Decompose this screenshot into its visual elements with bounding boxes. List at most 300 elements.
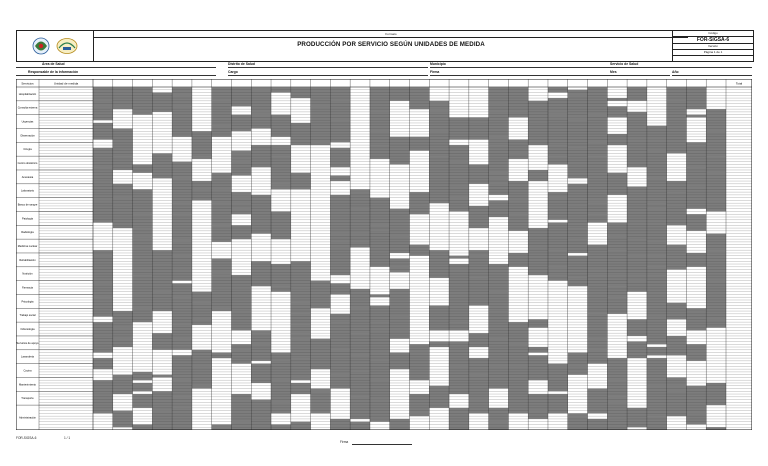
service-group-label: Laboratorio (20, 189, 35, 193)
shaded-cell-block (172, 87, 192, 95)
shaded-cell-block (370, 380, 390, 388)
shaded-cell-block (93, 106, 113, 120)
shaded-cell-block (251, 112, 271, 115)
shaded-cell-block (231, 195, 251, 198)
shaded-cell-block (370, 400, 390, 419)
shaded-cell-block (133, 170, 153, 173)
shaded-cell-block (410, 413, 430, 416)
shaded-cell-block (93, 87, 113, 101)
shaded-cell-block (568, 239, 588, 253)
shaded-cell-block (152, 153, 172, 178)
shaded-cell-block (686, 308, 706, 311)
shaded-cell-block (133, 294, 153, 308)
shaded-cell-block (588, 176, 608, 201)
shaded-cell-block (706, 131, 726, 156)
shaded-cell-block (528, 355, 548, 380)
shaded-cell-block (568, 278, 588, 286)
shaded-cell-block (647, 178, 667, 203)
shaded-cell-block (429, 306, 449, 331)
shaded-cell-block (489, 112, 509, 137)
shaded-cell-block (449, 256, 469, 259)
shaded-cell-block (410, 394, 430, 413)
header-servicios: Servicios (21, 81, 34, 86)
service-group-label: Farmacia (22, 286, 33, 290)
shaded-cell-block (231, 192, 251, 195)
shaded-cell-block (231, 422, 251, 430)
distrito-field[interactable] (228, 67, 428, 68)
shaded-cell-block (172, 355, 192, 380)
service-group-label: Medicina nuclear (17, 245, 38, 249)
shaded-cell-block (152, 411, 172, 430)
footer-page-note: 1 / 1 (64, 436, 71, 440)
code-box (672, 31, 753, 61)
header-unidad: Unidad de medida (53, 81, 79, 86)
shaded-cell-block (330, 350, 350, 375)
shaded-cell-block (588, 350, 608, 364)
service-group-label: Urgencias (21, 120, 34, 124)
shaded-cell-block (449, 198, 469, 212)
shaded-cell-block (133, 394, 153, 408)
shaded-cell-block (706, 176, 726, 201)
shaded-cell-block (370, 87, 390, 112)
firma-field[interactable] (430, 75, 610, 76)
shaded-cell-block (212, 272, 232, 275)
firma-label: Firma (430, 70, 440, 74)
service-group-label: Cirugía (23, 148, 32, 152)
service-group-label: Trabajo social (19, 314, 36, 318)
shaded-cell-block (172, 242, 192, 256)
shaded-cell-block (271, 184, 291, 187)
shaded-cell-block (686, 344, 706, 352)
production-grid-svg (16, 79, 752, 430)
shaded-cell-block (686, 167, 706, 186)
shaded-cell-block (172, 178, 192, 203)
shaded-cell-block (330, 314, 350, 322)
shaded-cell-block (370, 361, 390, 380)
shaded-cell-block (192, 386, 212, 389)
shaded-cell-block (212, 259, 232, 273)
shaded-cell-block (548, 364, 568, 367)
shaded-cell-block (350, 422, 370, 430)
shaded-cell-block (568, 413, 588, 416)
shaded-cell-block (271, 187, 291, 190)
shaded-cell-block (548, 394, 568, 413)
shaded-cell-block (647, 386, 667, 389)
shaded-cell-block (607, 223, 627, 237)
shaded-cell-block (686, 115, 706, 118)
shaded-cell-block (588, 314, 608, 339)
page-label: Página 1 de 1 (673, 50, 753, 56)
shaded-cell-block (647, 416, 667, 430)
shaded-cell-block (706, 319, 726, 327)
service-group-label: Odontología (20, 328, 35, 332)
area-field[interactable] (16, 67, 216, 68)
shaded-cell-block (528, 319, 548, 327)
shaded-cell-block (489, 408, 509, 422)
shaded-cell-block (627, 256, 647, 275)
shaded-cell-block (429, 112, 449, 131)
shaded-cell-block (113, 198, 133, 206)
form-header (16, 30, 754, 62)
shaded-cell-block (231, 87, 251, 106)
shaded-cell-block (271, 145, 291, 148)
shaded-cell-block (271, 115, 291, 134)
shaded-cell-block (311, 339, 331, 347)
shaded-cell-block (133, 189, 153, 214)
service-group-label: Radiología (21, 231, 34, 235)
shaded-cell-block (429, 109, 449, 112)
area-label: Área de Salud (42, 62, 65, 66)
service-group-label: Anestesia (21, 175, 34, 179)
shaded-cell-block (271, 134, 291, 137)
shaded-cell-block (212, 275, 232, 289)
shaded-cell-block (469, 164, 489, 183)
shaded-cell-block (588, 142, 608, 156)
shaded-cell-block (706, 250, 726, 253)
shaded-cell-block (152, 250, 172, 264)
shaded-cell-block (93, 394, 113, 413)
shaded-cell-block (330, 375, 350, 389)
shaded-cell-block (548, 267, 568, 270)
shaded-cell-block (231, 350, 251, 364)
shaded-cell-block (330, 87, 350, 101)
header-total: Total (735, 81, 743, 86)
cargo-field[interactable] (228, 75, 428, 76)
shaded-cell-block (192, 131, 212, 156)
shaded-cell-block (449, 270, 469, 295)
shaded-cell-block (429, 156, 449, 175)
shaded-cell-block (172, 134, 192, 137)
shaded-cell-block (607, 250, 627, 258)
shaded-cell-block (667, 128, 687, 153)
shaded-cell-block (212, 134, 232, 137)
shaded-cell-block (410, 206, 430, 214)
service-group-label: Servicios de apoyo (16, 341, 39, 345)
shaded-cell-block (607, 236, 627, 250)
shaded-cell-block (133, 383, 153, 386)
form-type-label: Formato (385, 32, 397, 36)
shaded-cell-block (291, 377, 311, 380)
shaded-cell-block (568, 416, 588, 430)
municipio-label: Municipio (430, 62, 446, 66)
shaded-cell-block (449, 322, 469, 330)
shaded-cell-block (271, 148, 291, 156)
shaded-cell-block (647, 267, 667, 275)
shaded-cell-block (251, 87, 271, 90)
version-label: Versión (673, 44, 753, 50)
shaded-cell-block (172, 214, 192, 239)
shaded-cell-block (667, 377, 687, 385)
shaded-cell-block (489, 292, 509, 311)
form-code: FOR-SIGSA-6 (673, 37, 753, 44)
shaded-cell-block (667, 391, 687, 416)
shaded-cell-block (311, 134, 331, 142)
shaded-cell-block (429, 101, 449, 104)
shaded-cell-block (133, 214, 153, 228)
service-group-label: Lavandería (21, 355, 34, 359)
shaded-cell-block (588, 245, 608, 259)
responsable-field[interactable] (16, 75, 216, 76)
shaded-cell-block (370, 322, 390, 330)
mes-field[interactable] (610, 75, 670, 76)
shaded-cell-block (647, 209, 667, 223)
shaded-cell-block (647, 242, 667, 256)
shaded-cell-block (330, 148, 350, 167)
shaded-cell-block (588, 294, 608, 313)
shaded-cell-block (370, 112, 390, 131)
footer-firma-label: Firma (340, 440, 349, 444)
shaded-cell-block (172, 325, 192, 339)
service-group-label: Rehabilitación (19, 258, 36, 262)
shaded-cell-block (251, 330, 271, 333)
shaded-cell-block (93, 380, 113, 394)
shaded-cell-block (588, 389, 608, 414)
shaded-cell-block (212, 87, 232, 101)
shaded-cell-block (508, 140, 528, 154)
shaded-cell-block (350, 234, 370, 242)
shaded-cell-block (212, 189, 232, 203)
shaded-cell-block (231, 162, 251, 176)
shaded-cell-block (350, 289, 370, 308)
shaded-cell-block (113, 156, 133, 170)
shaded-cell-block (627, 87, 647, 101)
shaded-cell-block (212, 308, 232, 311)
code-label: Código (673, 31, 753, 37)
shaded-cell-block (508, 87, 528, 112)
shaded-cell-block (390, 259, 410, 267)
shaded-cell-block (330, 234, 350, 242)
shaded-cell-block (706, 173, 726, 176)
service-group-label: Banco de sangre (17, 203, 38, 207)
shaded-cell-block (588, 200, 608, 203)
service-group-label: Hospitalización (18, 92, 37, 96)
institution-logo (17, 31, 94, 61)
shaded-cell-block (370, 419, 390, 422)
service-group-label: Transporte (21, 397, 34, 401)
shaded-cell-block (647, 275, 667, 294)
shaded-cell-block (350, 189, 370, 192)
responsable-label: Responsable de la información (28, 70, 79, 74)
shaded-cell-block (686, 142, 706, 145)
shaded-cell-block (449, 162, 469, 187)
shaded-cell-block (390, 87, 410, 101)
shaded-cell-block (93, 283, 113, 297)
service-group-label: Patología (22, 217, 33, 221)
shaded-cell-block (469, 400, 489, 414)
shaded-cell-block (350, 209, 370, 234)
shaded-cell-block (192, 156, 212, 159)
shaded-cell-block (212, 126, 232, 134)
shaded-cell-block (152, 93, 172, 112)
shaded-cell-block (251, 115, 271, 129)
shaded-cell-block (370, 131, 390, 145)
shaded-cell-block (212, 217, 232, 225)
shaded-cell-block (647, 126, 667, 140)
shaded-cell-block (489, 137, 509, 140)
shaded-cell-block (647, 223, 667, 242)
shaded-cell-block (133, 228, 153, 236)
shaded-cell-block (489, 422, 509, 425)
service-group-label: Cocina (23, 369, 32, 373)
shaded-cell-block (113, 184, 133, 198)
shaded-cell-block (429, 131, 449, 156)
shaded-cell-block (192, 181, 212, 189)
shaded-cell-block (568, 117, 588, 120)
shaded-cell-block (93, 167, 113, 181)
shaded-cell-block (172, 256, 192, 270)
anio-label: Año (672, 70, 679, 74)
shaded-cell-block (172, 239, 192, 242)
shaded-cell-block (508, 200, 528, 214)
shaded-cell-block (212, 203, 232, 217)
shaded-cell-block (291, 339, 311, 347)
shaded-cell-block (548, 156, 568, 164)
shaded-cell-block (93, 181, 113, 200)
service-group-label: Consulta externa (17, 106, 38, 110)
shaded-cell-block (528, 228, 548, 247)
shaded-cell-block (410, 192, 430, 206)
shaded-cell-block (568, 372, 588, 375)
distrito-label: Distrito de Salud (228, 62, 255, 66)
shaded-cell-block (469, 333, 489, 347)
shaded-cell-block (390, 330, 410, 338)
code-blank (673, 56, 753, 61)
shaded-cell-block (212, 289, 232, 308)
shaded-cell-block (568, 353, 588, 367)
shaded-cell-block (508, 253, 528, 267)
shaded-cell-block (231, 275, 251, 289)
shaded-cell-block (311, 87, 331, 106)
shaded-cell-block (271, 156, 291, 175)
shaded-cell-block (330, 101, 350, 120)
shaded-cell-block (686, 311, 706, 330)
shaded-cell-block (667, 87, 687, 101)
footer-firma-line[interactable] (352, 444, 412, 445)
mes-label: Mes (610, 70, 617, 74)
shaded-cell-block (508, 181, 528, 200)
shaded-cell-block (548, 366, 568, 391)
shaded-cell-block (251, 400, 271, 419)
shaded-cell-block (588, 275, 608, 294)
shaded-cell-block (350, 308, 370, 333)
shaded-cell-block (113, 339, 133, 347)
service-group-label: Psicología (21, 300, 34, 304)
shaded-cell-block (291, 358, 311, 377)
shaded-cell-block (686, 253, 706, 267)
shaded-cell-block (93, 297, 113, 316)
shaded-cell-block (152, 292, 172, 311)
form-title: PRODUCCIÓN POR SERVICIO SEGÚN UNIDADES DE MEDIDA (297, 41, 485, 48)
shaded-cell-block (627, 408, 647, 427)
service-group-label: Nutrición (22, 272, 33, 276)
shaded-cell-block (311, 389, 331, 392)
shaded-cell-block (489, 104, 509, 112)
shaded-cell-block (271, 361, 291, 380)
shaded-cell-block (667, 206, 687, 225)
shaded-cell-block (271, 176, 291, 184)
shaded-cell-block (152, 375, 172, 378)
shaded-cell-block (588, 214, 608, 222)
shaded-cell-block (251, 364, 271, 383)
servicio-label: Servicio de Salud (610, 62, 639, 66)
shaded-cell-block (588, 156, 608, 175)
shaded-cell-block (667, 245, 687, 270)
shaded-cell-block (370, 294, 390, 297)
shaded-cell-block (291, 325, 311, 333)
shaded-cell-block (113, 375, 133, 378)
shaded-cell-block (548, 115, 568, 118)
municipio-field[interactable] (430, 67, 610, 68)
shaded-cell-block (469, 375, 489, 400)
shaded-cell-block (607, 98, 627, 101)
shaded-cell-block (212, 101, 232, 126)
footer-form-note: FOR-SIGSA-6 (16, 436, 37, 440)
shaded-cell-block (706, 281, 726, 295)
shaded-cell-block (212, 424, 232, 427)
shaded-cell-block (133, 87, 153, 112)
shaded-cell-block (133, 112, 153, 115)
shaded-cell-block (410, 137, 430, 151)
shaded-cell-block (172, 283, 192, 297)
shaded-cell-block (133, 372, 153, 380)
shaded-cell-block (370, 353, 390, 361)
shaded-cell-block (508, 389, 528, 414)
shaded-cell-block (231, 225, 251, 239)
shaded-cell-block (449, 341, 469, 366)
service-group-label: Centro obstétrico (17, 162, 38, 166)
shaded-cell-block (568, 164, 588, 178)
shaded-cell-block (93, 148, 113, 167)
shaded-cell-block (627, 187, 647, 212)
shaded-cell-block (686, 353, 706, 361)
shaded-cell-block (133, 275, 153, 294)
production-grid (16, 79, 752, 430)
shaded-cell-block (152, 391, 172, 410)
shaded-cell-block (113, 106, 133, 109)
shaded-cell-block (647, 347, 667, 355)
cargo-label: Cargo (228, 70, 238, 74)
shaded-cell-block (133, 239, 153, 247)
shaded-cell-block (528, 411, 548, 419)
shaded-cell-block (231, 311, 251, 330)
shaded-cell-block (291, 289, 311, 303)
shaded-cell-block (133, 236, 153, 239)
shaded-cell-block (192, 366, 212, 385)
shaded-cell-block (93, 322, 113, 336)
shaded-cell-block (113, 93, 133, 107)
shaded-cell-block (667, 192, 687, 206)
shaded-cell-block (311, 142, 331, 145)
shaded-cell-block (291, 422, 311, 430)
servicio-field[interactable] (610, 67, 752, 68)
service-group-label: Observación (20, 134, 35, 138)
shaded-cell-block (667, 336, 687, 355)
shaded-cell-block (548, 112, 568, 115)
shaded-cell-block (133, 308, 153, 322)
service-group-label: Mantenimiento (18, 383, 37, 387)
shaded-cell-block (370, 253, 390, 267)
shaded-cell-block (370, 145, 390, 159)
shaded-cell-block (410, 344, 430, 352)
shaded-cell-block (271, 353, 291, 361)
shaded-cell-block (231, 159, 251, 162)
shaded-cell-block (231, 151, 251, 154)
form-type-strip (94, 31, 688, 38)
service-group-label: Administración (18, 416, 37, 420)
anio-field[interactable] (672, 75, 752, 76)
shaded-cell-block (350, 372, 370, 397)
shaded-cell-block (548, 98, 568, 112)
